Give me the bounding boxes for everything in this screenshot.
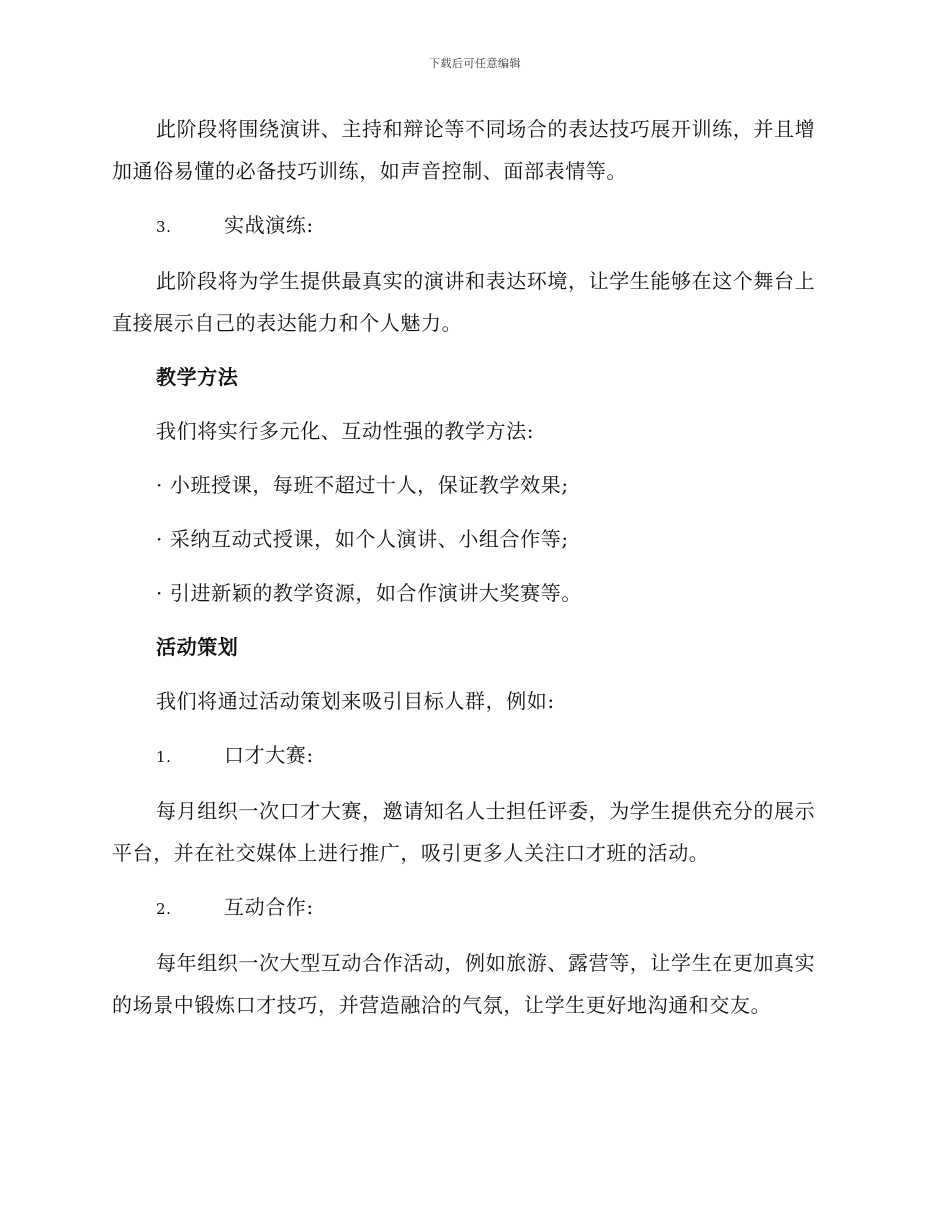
item-label: 口才大赛: <box>224 743 314 767</box>
item-number: 3. <box>156 218 172 236</box>
paragraph-teaching-intro: 我们将实行多元化、互动性强的教学方法: <box>156 419 535 443</box>
paragraph-practice: 此阶段将为学生提供最真实的演讲和表达环境，让学生能够在这个舞台上直接展示自己的表达能力和个人魅力。 <box>112 269 816 335</box>
bullet-item: · 采纳互动式授课，如个人演讲、小组合作等; <box>156 527 569 551</box>
numbered-item-cooperation <box>112 886 832 930</box>
paragraph-skills-training: 此阶段将围绕演讲、主持和辩论等不同场合的表达技巧展开训练，并且增加通俗易懂的必备技巧训练，如声音控制、面部表情等。 <box>112 117 816 183</box>
numbered-item-contest <box>112 734 832 778</box>
heading-teaching-methods: 教学方法 <box>156 365 239 389</box>
numbered-item-practice <box>112 204 832 248</box>
bullet-item: · 引进新颖的教学资源，如合作演讲大奖赛等。 <box>156 581 582 605</box>
item-number: 2. <box>156 900 172 918</box>
paragraph-cooperation: 每年组织一次大型互动合作活动，例如旅游、露营等，让学生在更加真实的场景中锻炼口才技巧，并营造融洽的气氛，让学生更好地沟通和交友。 <box>112 951 816 1017</box>
item-label: 实战演练: <box>224 213 314 237</box>
item-label: 互动合作: <box>224 895 314 919</box>
paragraph-contest: 每月组织一次口才大赛，邀请知名人士担任评委，为学生提供充分的展示平台，并在社交媒体上进行推广，吸引更多人关注口才班的活动。 <box>112 799 816 865</box>
page-header: 下载后可任意编辑 <box>429 57 521 70</box>
item-number: 1. <box>156 748 172 766</box>
paragraph-activity-intro: 我们将通过活动策划来吸引目标人群，例如: <box>156 689 555 713</box>
heading-activity-planning: 活动策划 <box>156 635 239 659</box>
bullet-item: · 小班授课，每班不超过十人，保证教学效果; <box>156 473 569 497</box>
document-body <box>112 108 832 1038</box>
